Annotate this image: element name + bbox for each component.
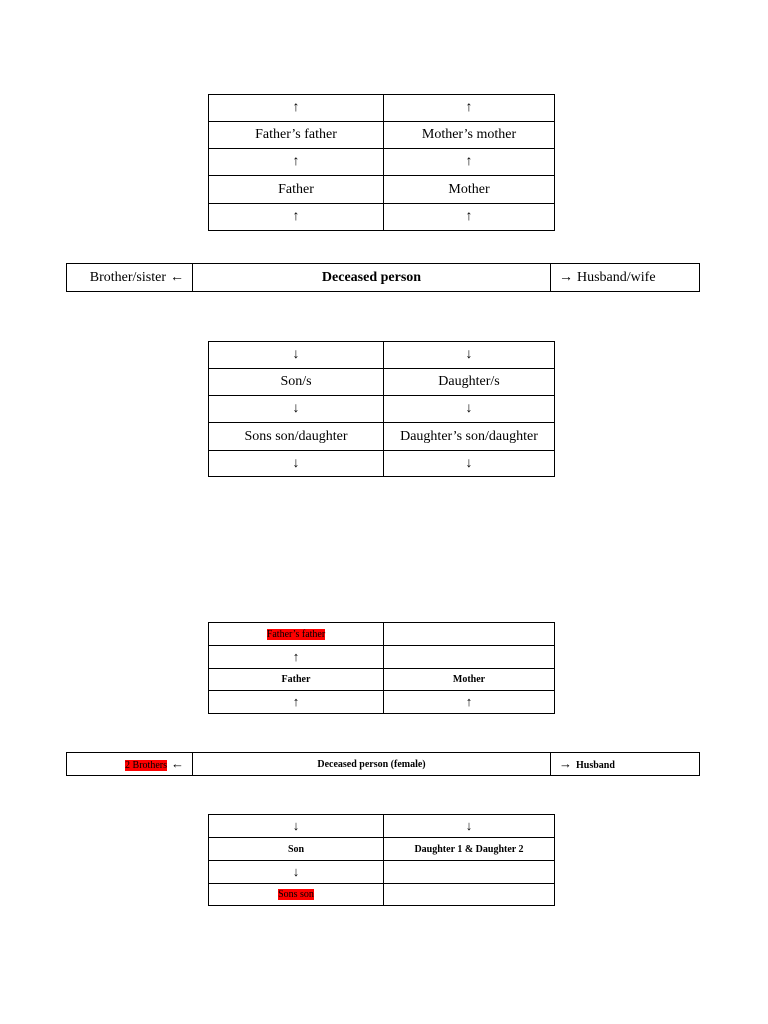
fathers-father-highlight: Father’s father [266, 628, 326, 640]
down-arrow: ↓ [209, 861, 384, 884]
left-arrow-icon: ← [170, 269, 184, 285]
up-arrow: ↑ [209, 149, 384, 176]
down-arrow: ↓ [384, 451, 555, 477]
deceased-row-1 [66, 263, 700, 292]
siblings-cell [67, 753, 193, 776]
deceased-person-cell: Deceased person (female) [193, 753, 551, 776]
deceased-person-cell: Deceased person [193, 264, 551, 292]
down-arrow: ↓ [209, 815, 384, 838]
sons-son-cell [209, 884, 384, 906]
siblings-cell [67, 264, 193, 292]
up-arrow: ↑ [209, 95, 384, 122]
right-arrow-icon: → [559, 269, 573, 285]
father-cell: Father [209, 176, 384, 204]
down-arrow: ↓ [209, 451, 384, 477]
down-arrow: ↓ [384, 396, 555, 423]
right-arrow-icon: → [559, 756, 572, 771]
down-arrow: ↓ [209, 342, 384, 369]
husband-label: Husband [576, 760, 615, 771]
spouse-label: Husband/wife [577, 269, 656, 285]
up-arrow: ↑ [384, 149, 555, 176]
daughters-cell: Daughter 1 & Daughter 2 [384, 838, 555, 861]
empty-cell [384, 646, 555, 669]
son-cell: Son [209, 838, 384, 861]
daughters-cell: Daughter/s [384, 369, 555, 396]
down-arrow: ↓ [384, 342, 555, 369]
up-arrow: ↑ [384, 95, 555, 122]
empty-cell [384, 623, 555, 646]
up-arrow: ↑ [209, 691, 384, 714]
mother-cell: Mother [384, 669, 555, 691]
mother-cell: Mother [384, 176, 555, 204]
spouse-cell [551, 753, 700, 776]
father-cell: Father [209, 669, 384, 691]
down-arrow: ↓ [209, 396, 384, 423]
sons-cell: Son/s [209, 369, 384, 396]
descendants-table-1 [208, 341, 555, 477]
up-arrow: ↑ [209, 204, 384, 231]
ancestors-table-2 [208, 622, 555, 714]
spouse-cell [551, 264, 700, 292]
mothers-mother-cell: Mother’s mother [384, 122, 555, 149]
up-arrow: ↑ [384, 204, 555, 231]
siblings-label: Brother/sister [89, 269, 166, 285]
up-arrow: ↑ [384, 691, 555, 714]
up-arrow: ↑ [209, 646, 384, 669]
deceased-row-2 [66, 752, 700, 776]
sons-son-highlight: Sons son [278, 889, 314, 900]
brothers-label: 2 Brothers [125, 760, 167, 771]
empty-cell [384, 861, 555, 884]
descendants-table-2 [208, 814, 555, 906]
empty-cell [384, 884, 555, 906]
sons-children-cell: Sons son/daughter [209, 423, 384, 451]
fathers-father-cell [209, 623, 384, 646]
fathers-father-cell: Father’s father [209, 122, 384, 149]
left-arrow-icon: ← [171, 756, 184, 771]
down-arrow: ↓ [384, 815, 555, 838]
daughters-children-cell: Daughter’s son/daughter [384, 423, 555, 451]
ancestors-table-1 [208, 94, 555, 231]
